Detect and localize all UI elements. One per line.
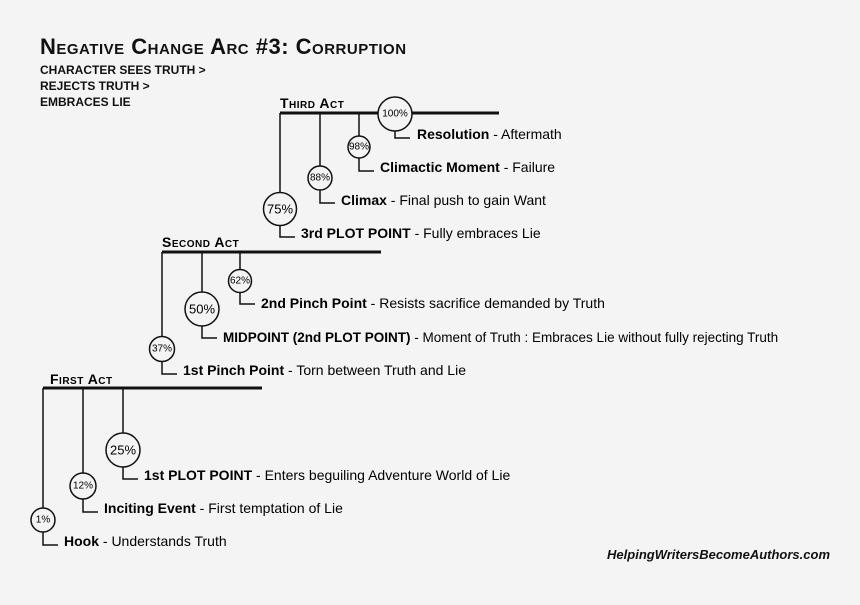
diagram-title: Negative Change Arc #3: Corruption (40, 34, 407, 59)
pinch1-desc: - Torn between Truth and Lie (284, 362, 466, 378)
pp3-label (301, 225, 541, 241)
climactic-label (380, 159, 555, 175)
hook-desc: - Understands Truth (99, 533, 227, 549)
hook-label (64, 533, 227, 549)
subtitle-line-3: EMBRACES LIE (40, 95, 131, 109)
third-act-label: Third Act (280, 95, 345, 111)
pinch2-percent: 62% (229, 275, 251, 287)
second-act-label: Second Act (162, 234, 240, 250)
climactic-percent: 98% (348, 141, 370, 153)
pp1-name: 1st PLOT POINT (144, 467, 253, 483)
pp3-desc: - Fully embraces Lie (410, 225, 541, 241)
resolution-desc: - Aftermath (489, 126, 562, 142)
first-act-label: First Act (50, 371, 113, 387)
inciting-percent: 12% (72, 480, 94, 492)
climax-desc: - Final push to gain Want (386, 192, 546, 208)
pp3-name: 3rd PLOT POINT (301, 225, 411, 241)
pinch2-label (261, 295, 605, 311)
pinch2-connector (240, 292, 255, 304)
resolution-percent: 100% (382, 108, 408, 120)
hook-percent: 1% (35, 514, 51, 526)
midpoint-label (223, 330, 778, 345)
resolution-label (417, 126, 562, 142)
climax-connector (320, 190, 335, 203)
pinch1-connector (162, 362, 177, 374)
subtitle-line-2: REJECTS TRUTH > (40, 79, 150, 93)
midpoint-connector (202, 326, 217, 338)
pp3-connector (280, 226, 295, 237)
pp1-desc: - Enters beguiling Adventure World of Lie (252, 467, 511, 483)
pinch1-percent: 37% (151, 343, 173, 355)
website-credit: HelpingWritersBecomeAuthors.com (607, 547, 830, 562)
inciting-desc: - First temptation of Lie (195, 500, 343, 516)
climax-label (341, 192, 546, 208)
pp3-percent: 75% (266, 201, 294, 217)
subtitle-line-1: CHARACTER SEES TRUTH > (40, 63, 206, 77)
hook-connector (43, 532, 58, 545)
pinch2-name: 2nd Pinch Point (261, 295, 367, 311)
climactic-name: Climactic Moment (380, 159, 500, 175)
midpoint-percent: 50% (188, 301, 216, 317)
hook-name: Hook (64, 533, 99, 549)
climactic-connector (359, 158, 374, 171)
inciting-name: Inciting Event (104, 500, 196, 516)
climax-percent: 88% (309, 172, 331, 184)
midpoint-name: MIDPOINT (2nd PLOT POINT) (223, 330, 411, 345)
pinch1-name: 1st Pinch Point (183, 362, 285, 378)
pp1-label (144, 467, 510, 483)
pp1-percent: 25% (109, 442, 137, 458)
resolution-connector (395, 131, 410, 138)
pinch1-label (183, 362, 466, 378)
climactic-desc: - Failure (499, 159, 556, 175)
pp1-connector (123, 467, 138, 479)
midpoint-desc: - Moment of Truth : Embraces Lie without fully rejecting Truth (410, 330, 779, 345)
inciting-label (104, 500, 343, 516)
climax-name: Climax (341, 192, 387, 208)
pinch2-desc: - Resists sacrifice demanded by Truth (366, 295, 605, 311)
resolution-name: Resolution (417, 126, 490, 142)
inciting-connector (83, 499, 98, 512)
